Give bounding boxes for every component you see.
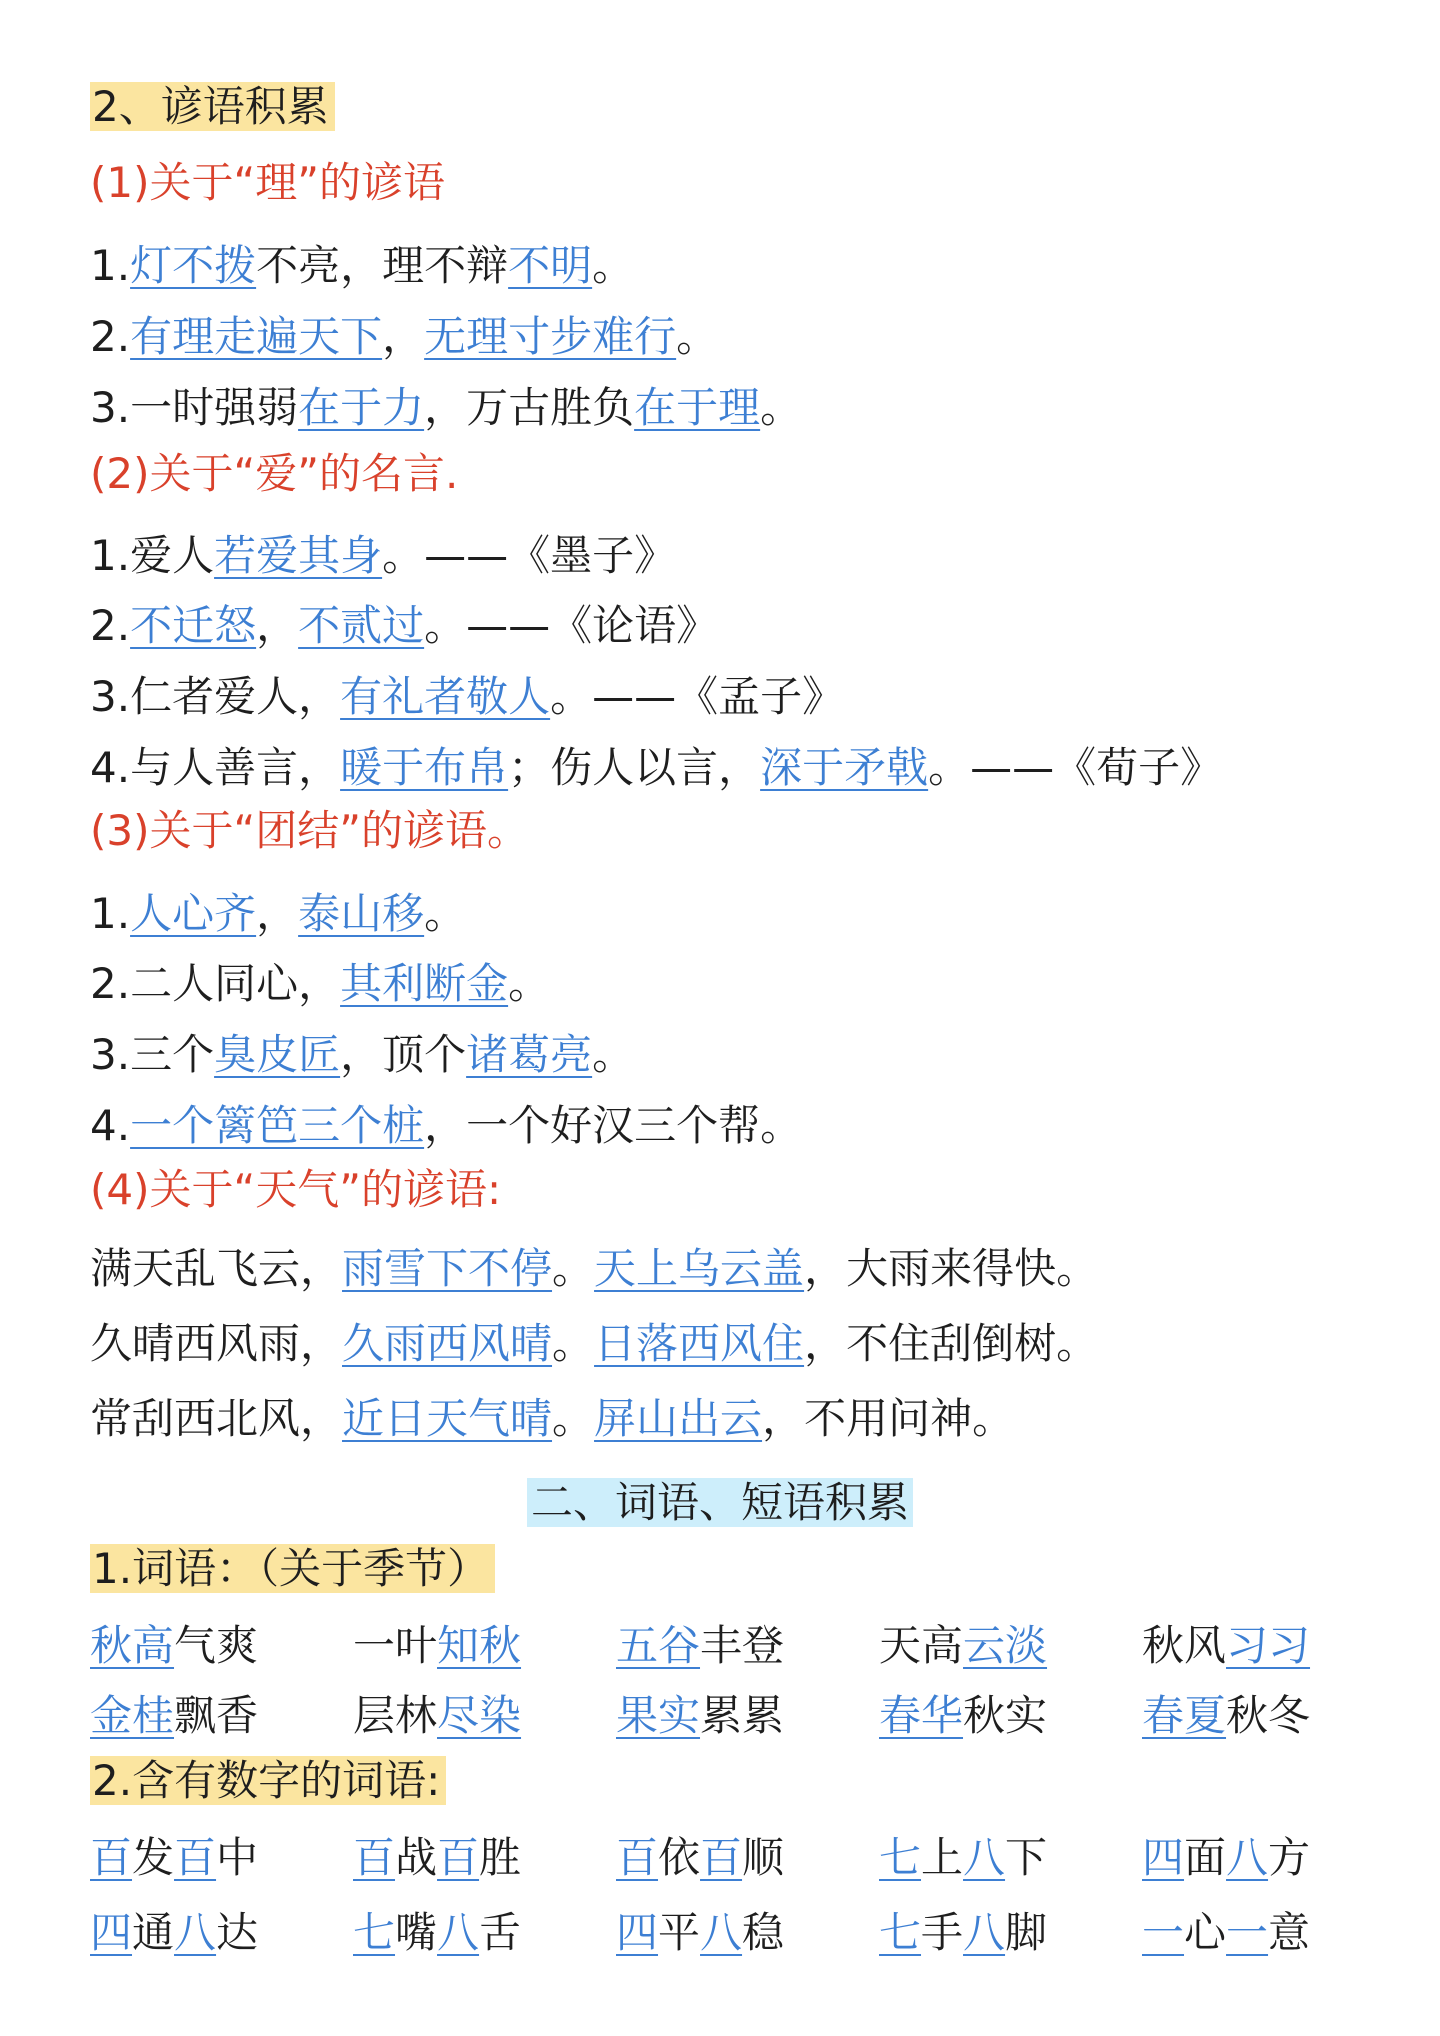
text-segment: 累累: [700, 1691, 785, 1740]
text-segment: 。——《孟子》: [550, 672, 845, 721]
text-segment: 4.与人善言，: [90, 743, 341, 792]
proverb-line: [90, 668, 844, 726]
answer-blank: 八: [963, 1833, 1006, 1882]
text-segment: 秋冬: [1226, 1691, 1311, 1740]
text-segment: 3.仁者爱人，: [90, 672, 341, 721]
word-item: [879, 1829, 1139, 1887]
proverb-line: [90, 1097, 802, 1155]
text-segment: 。: [552, 1244, 595, 1293]
answer-blank: 雨雪下不停: [342, 1244, 553, 1293]
answer-blank: 若爱其身: [214, 531, 383, 580]
answer-blank: 八: [1226, 1833, 1269, 1882]
answer-blank: 有理走遍天下: [130, 312, 383, 361]
answer-blank: 人心齐: [130, 889, 257, 938]
word-item: [616, 1617, 876, 1675]
answer-blank: 知秋: [437, 1621, 522, 1670]
text-segment: 秋实: [963, 1691, 1048, 1740]
group-title: (1)关于“理”的谚语: [90, 158, 446, 207]
text-segment: 。: [424, 889, 467, 938]
text-segment: 胜: [479, 1833, 522, 1882]
answer-blank: 百: [174, 1833, 217, 1882]
text-segment: 1.: [90, 241, 131, 290]
answer-blank: 四: [1142, 1833, 1185, 1882]
proverb-line: [90, 1390, 1014, 1448]
answer-blank: 臭皮匠: [214, 1030, 341, 1079]
answer-blank: 一个篱笆三个桩: [130, 1101, 425, 1150]
answer-blank: 灯不拨: [130, 241, 257, 290]
answer-blank: 五谷: [616, 1621, 701, 1670]
text-segment: ，一个好汉三个帮。: [424, 1101, 803, 1150]
word-item: [616, 1904, 876, 1962]
text-segment: 秋风: [1142, 1621, 1227, 1670]
answer-blank: 习习: [1226, 1621, 1311, 1670]
text-segment: 意: [1268, 1908, 1311, 1957]
text-segment: 。: [552, 1319, 595, 1368]
text-segment: 下: [1005, 1833, 1048, 1882]
answer-blank: 日落西风住: [594, 1319, 805, 1368]
proverb-line: [90, 237, 634, 295]
answer-blank: 秋高: [90, 1621, 175, 1670]
proverb-line: [90, 527, 676, 585]
answer-blank: 泰山移: [298, 889, 425, 938]
answer-blank: 八: [700, 1908, 743, 1957]
text-segment: 。: [676, 312, 719, 361]
answer-blank: 四: [90, 1908, 133, 1957]
word-item: [879, 1904, 1139, 1962]
proverb-line: [90, 308, 718, 366]
text-segment: 依: [658, 1833, 701, 1882]
text-segment: 发: [132, 1833, 175, 1882]
text-segment: 久晴西风雨，: [90, 1319, 343, 1368]
word-item: [90, 1617, 350, 1675]
answer-blank: 其利断金: [340, 959, 509, 1008]
answer-blank: 云淡: [963, 1621, 1048, 1670]
text-segment: ，: [256, 889, 299, 938]
answer-blank: 春夏: [1142, 1691, 1227, 1740]
text-segment: 上: [921, 1833, 964, 1882]
text-segment: ，万古胜负: [424, 383, 635, 432]
text-segment: 战: [395, 1833, 438, 1882]
answer-blank: 百: [353, 1833, 396, 1882]
words-group-title: 1.词语：（关于季节）: [90, 1540, 495, 1598]
answer-blank: 一: [1142, 1908, 1185, 1957]
answer-blank: 百: [437, 1833, 480, 1882]
text-segment: 顺: [742, 1833, 785, 1882]
text-segment: 1.: [90, 889, 131, 938]
text-segment: ，不用问神。: [762, 1394, 1015, 1443]
answer-blank: 久雨西风晴: [342, 1319, 553, 1368]
group-title: (2)关于“爱”的名言.: [90, 449, 459, 498]
text-segment: 常刮西北风，: [90, 1394, 343, 1443]
proverb-line: [90, 597, 718, 655]
answer-blank: 无理寸步难行: [424, 312, 677, 361]
word-item: [1142, 1829, 1402, 1887]
text-segment: 满天乱飞云，: [90, 1244, 343, 1293]
answer-blank: 百: [90, 1833, 133, 1882]
text-segment: 2.: [90, 312, 131, 361]
answer-blank: 八: [437, 1908, 480, 1957]
answer-blank: 金桂: [90, 1691, 175, 1740]
answer-blank: 不明: [508, 241, 593, 290]
word-item: [353, 1687, 613, 1745]
proverb-line: [90, 379, 802, 437]
text-segment: 中: [216, 1833, 259, 1882]
answer-blank: 百: [616, 1833, 659, 1882]
answer-blank: 有礼者敬人: [340, 672, 551, 721]
text-segment: 稳: [742, 1908, 785, 1957]
text-segment: 1.爱人: [90, 531, 215, 580]
answer-blank: 果实: [616, 1691, 701, 1740]
text-segment: 2.二人同心，: [90, 959, 341, 1008]
word-item: [1142, 1617, 1402, 1675]
proverb-line: [90, 1240, 1098, 1298]
text-segment: ，: [382, 312, 425, 361]
text-segment: 心: [1184, 1908, 1227, 1957]
text-segment: 不亮，理不辩: [256, 241, 509, 290]
word-item: [1142, 1687, 1402, 1745]
answer-blank: 天上乌云盖: [594, 1244, 805, 1293]
word-item: [353, 1904, 613, 1962]
text-segment: 。——《墨子》: [382, 531, 677, 580]
text-segment: 层林: [353, 1691, 438, 1740]
word-item: [90, 1904, 350, 1962]
group-title: (3)关于“团结”的谚语。: [90, 806, 530, 855]
text-segment: 一叶: [353, 1621, 438, 1670]
word-item: [616, 1829, 876, 1887]
text-segment: 通: [132, 1908, 175, 1957]
proverb-line: [90, 1315, 1098, 1373]
word-item: [879, 1687, 1139, 1745]
text-segment: 。——《荀子》: [928, 743, 1223, 792]
word-item: [353, 1829, 613, 1887]
text-segment: ，: [256, 601, 299, 650]
word-item: [1142, 1904, 1402, 1962]
text-segment: 。——《论语》: [424, 601, 719, 650]
answer-blank: 暖于布帛: [340, 743, 509, 792]
text-segment: ，大雨来得快。: [804, 1244, 1099, 1293]
word-item: [90, 1829, 350, 1887]
text-segment: 3.一时强弱: [90, 383, 299, 432]
answer-blank: 屏山出云: [594, 1394, 763, 1443]
text-segment: 丰登: [700, 1621, 785, 1670]
word-item: [353, 1617, 613, 1675]
answer-blank: 八: [174, 1908, 217, 1957]
text-segment: 3.三个: [90, 1030, 215, 1079]
text-segment: 方: [1268, 1833, 1311, 1882]
text-segment: 4.: [90, 1101, 131, 1150]
text-segment: 面: [1184, 1833, 1227, 1882]
text-segment: 天高: [879, 1621, 964, 1670]
answer-blank: 七: [879, 1908, 922, 1957]
text-segment: 平: [658, 1908, 701, 1957]
text-segment: 气爽: [174, 1621, 259, 1670]
text-segment: 飘香: [174, 1691, 259, 1740]
word-item: [616, 1687, 876, 1745]
proverb-line: [90, 1026, 634, 1084]
answer-blank: 诸葛亮: [466, 1030, 593, 1079]
answer-blank: 四: [616, 1908, 659, 1957]
answer-blank: 深于矛戟: [760, 743, 929, 792]
proverbs-heading: 2、谚语积累: [90, 78, 335, 136]
group-title: (4)关于“天气”的谚语:: [90, 1165, 502, 1214]
text-segment: ，不住刮倒树。: [804, 1319, 1099, 1368]
answer-blank: 尽染: [437, 1691, 522, 1740]
answer-blank: 春华: [879, 1691, 964, 1740]
answer-blank: 七: [353, 1908, 396, 1957]
text-segment: 。: [508, 959, 551, 1008]
text-segment: 。: [592, 1030, 635, 1079]
text-segment: 。: [592, 241, 635, 290]
proverb-line: [90, 955, 550, 1013]
text-segment: ，顶个: [340, 1030, 467, 1079]
text-segment: 。: [760, 383, 803, 432]
text-segment: 舌: [479, 1908, 522, 1957]
proverb-line: [90, 885, 466, 943]
text-segment: ；伤人以言，: [508, 743, 761, 792]
answer-blank: 在于理: [634, 383, 761, 432]
text-segment: 手: [921, 1908, 964, 1957]
answer-blank: 近日天气晴: [342, 1394, 553, 1443]
answer-blank: 不贰过: [298, 601, 425, 650]
answer-blank: 百: [700, 1833, 743, 1882]
word-item: [90, 1687, 350, 1745]
text-segment: 。: [552, 1394, 595, 1443]
answer-blank: 不迁怒: [130, 601, 257, 650]
answer-blank: 在于力: [298, 383, 425, 432]
proverb-line: [90, 739, 1222, 797]
word-item: [879, 1617, 1139, 1675]
words-group-title: 2.含有数字的词语:: [90, 1752, 446, 1810]
answer-blank: 七: [879, 1833, 922, 1882]
text-segment: 嘴: [395, 1908, 438, 1957]
text-segment: 达: [216, 1908, 259, 1957]
answer-blank: 一: [1226, 1908, 1269, 1957]
words-heading: 二、词语、短语积累: [0, 1474, 1440, 1532]
text-segment: 脚: [1005, 1908, 1048, 1957]
text-segment: 2.: [90, 601, 131, 650]
answer-blank: 八: [963, 1908, 1006, 1957]
